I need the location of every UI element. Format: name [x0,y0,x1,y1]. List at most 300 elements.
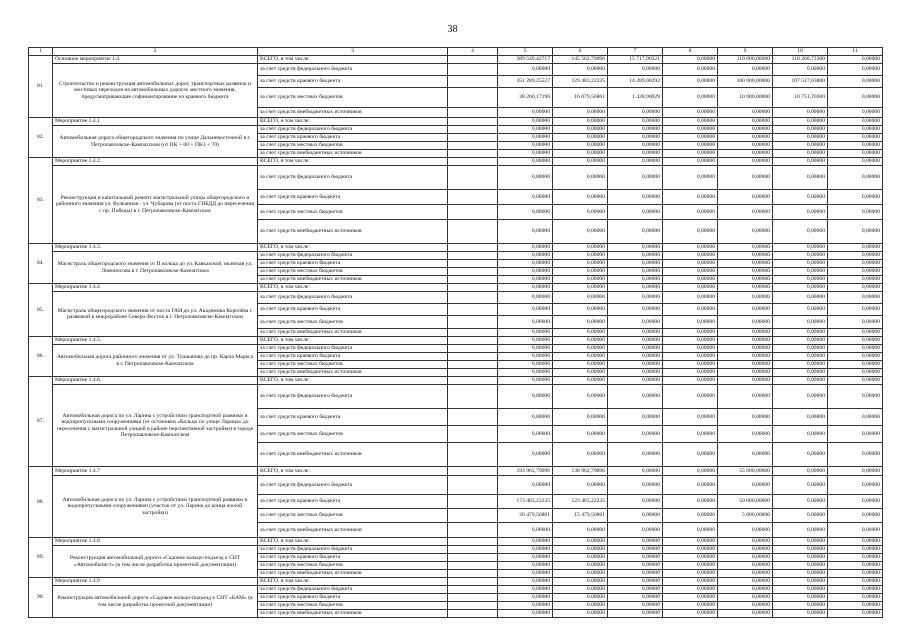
amount-cell: 0,00000 [773,361,828,369]
amount-cell: 0,00000 [663,158,718,166]
event-title: Мероприятие 1.4.9 [53,578,258,586]
amount-cell: 0,00000 [663,523,718,538]
column-number: 2 [53,48,258,56]
amount-cell: 0,00000 [773,268,828,276]
funding-source: за счет средств федерального бюджета [258,345,448,353]
row-number: 81. [29,56,53,118]
amount-cell: 0,00000 [663,610,718,618]
amount-cell: 351 289,25527 [498,76,553,88]
amount-cell: 0,00000 [553,284,608,292]
amount-cell: 0,00000 [718,353,773,361]
amount-cell: 0,00000 [553,562,608,570]
amount-cell: 0,00000 [828,244,883,252]
empty-cell [448,260,498,268]
amount-cell: 0,00000 [773,586,828,594]
amount-cell: 0,00000 [828,304,883,316]
amount-cell: 0,00000 [608,108,663,118]
amount-cell: 123 483,22235 [553,495,608,509]
amount-cell: 0,00000 [663,426,718,443]
amount-cell: 0,00000 [828,252,883,260]
amount-cell: 0,00000 [773,345,828,353]
funding-source-row [29,126,883,134]
amount-cell: 0,00000 [828,284,883,292]
amount-cell: 0,00000 [498,150,553,158]
amount-cell: 0,00000 [828,108,883,118]
funding-source: за счет средств краевого бюджета [258,190,448,205]
amount-cell: 0,00000 [773,260,828,268]
amount-cell: 0,00000 [828,118,883,126]
amount-cell: 0,00000 [718,284,773,292]
empty-cell [448,345,498,353]
amount-cell: 0,00000 [553,602,608,610]
row-number: 87. [29,377,53,467]
amount-cell: 138 962,79096 [553,467,608,476]
amount-cell: 0,00000 [773,523,828,538]
block-total-row [29,578,883,586]
amount-cell: 0,00000 [663,385,718,409]
empty-cell [448,276,498,284]
empty-cell [448,166,498,190]
event-title: Мероприятие 1.4.6. [53,377,258,385]
amount-cell: 0,00000 [828,538,883,546]
amount-cell: 0,00000 [828,361,883,369]
amount-cell: 0,00000 [498,292,553,304]
amount-cell: 0,00000 [773,594,828,602]
amount-cell: 0,00000 [553,190,608,205]
empty-cell [448,353,498,361]
funding-source: ВСЕГО, в том числе: [258,284,448,292]
funding-source: за счет средств внебюджетных источников [258,570,448,578]
amount-cell: 0,00000 [663,88,718,108]
amount-cell: 0,00000 [828,64,883,76]
amount-cell: 0,00000 [498,546,553,554]
amount-cell: 0,00000 [663,304,718,316]
amount-cell: 0,00000 [608,304,663,316]
amount-cell: 0,00000 [498,284,553,292]
amount-cell: 0,00000 [718,190,773,205]
amount-cell: 0,00000 [498,134,553,142]
amount-cell: 0,00000 [718,220,773,244]
amount-cell: 0,00000 [828,166,883,190]
empty-cell [448,284,498,292]
amount-cell: 0,00000 [663,205,718,220]
amount-cell: 0,00000 [553,546,608,554]
funding-source: за счет средств местных бюджетов [258,426,448,443]
funding-source-row [29,64,883,76]
amount-cell: 0,00000 [608,134,663,142]
amount-cell: 0,00000 [718,205,773,220]
funding-source: за счет средств местных бюджетов [258,361,448,369]
amount-cell: 0,00000 [663,538,718,546]
amount-cell: 0,00000 [498,476,553,495]
amount-cell: 0,00000 [553,134,608,142]
amount-cell: 0,00000 [498,578,553,586]
amount-cell: 0,00000 [663,495,718,509]
amount-cell: 0,00000 [498,190,553,205]
amount-cell: 0,00000 [608,329,663,337]
funding-source: за счет средств краевого бюджета [258,409,448,426]
funding-source: ВСЕГО, в том числе: [258,377,448,385]
funding-source: за счет средств краевого бюджета [258,134,448,142]
amount-cell: 0,00000 [608,205,663,220]
amount-cell: 0,00000 [718,594,773,602]
amount-cell: 0,00000 [718,64,773,76]
event-description: Реконструкция автомобильной дороги «Садовое кольцо-подъезд к СНТ «БАМ» (в том числе разработка проектной документации) [53,586,258,618]
amount-cell: 129 483,22235 [553,76,608,88]
column-number: 7 [608,48,663,56]
empty-cell [448,126,498,134]
amount-cell: 0,00000 [553,268,608,276]
amount-cell: 0,00000 [828,369,883,377]
amount-cell: 0,00000 [553,578,608,586]
amount-cell: 0,00000 [718,476,773,495]
funding-source: за счет средств федерального бюджета [258,166,448,190]
amount-cell: 0,00000 [718,538,773,546]
amount-cell: 0,00000 [663,377,718,385]
amount-cell: 0,00000 [608,166,663,190]
amount-cell: 0,00000 [773,304,828,316]
amount-cell: 0,00000 [828,467,883,476]
amount-cell: 0,00000 [663,260,718,268]
empty-cell [448,361,498,369]
empty-cell [448,602,498,610]
amount-cell: 10 000,00000 [718,88,773,108]
amount-cell: 0,00000 [608,443,663,467]
amount-cell: 0,00000 [553,523,608,538]
amount-cell: 0,00000 [498,244,553,252]
funding-source: ВСЕГО, в том числе: [258,244,448,252]
amount-cell: 0,00000 [773,150,828,158]
amount-cell: 0,00000 [553,337,608,345]
amount-cell: 0,00000 [553,369,608,377]
amount-cell: 0,00000 [498,268,553,276]
amount-cell: 0,00000 [553,361,608,369]
amount-cell: 0,00000 [828,205,883,220]
column-number: 10 [773,48,828,56]
amount-cell: 0,00000 [608,610,663,618]
funding-source-row [29,546,883,554]
event-description: Автомобильная дорога по ул. Ларина с устройством транспортной развязки и водопропускными сооружениями (участок от ул. Ларина до конца жилой застройки) [53,476,258,538]
amount-cell: 0,00000 [718,166,773,190]
empty-cell [448,476,498,495]
amount-cell: 0,00000 [663,134,718,142]
amount-cell: 0,00000 [663,443,718,467]
amount-cell: 0,00000 [718,337,773,345]
block-total-row [29,337,883,345]
amount-cell: 0,00000 [663,594,718,602]
amount-cell: 0,00000 [608,385,663,409]
amount-cell: 0,00000 [498,252,553,260]
event-title: Мероприятие 1.4.4 [53,284,258,292]
amount-cell: 0,00000 [718,252,773,260]
empty-cell [448,190,498,205]
empty-cell [448,56,498,64]
block-total-row [29,284,883,292]
amount-cell: 0,00000 [828,353,883,361]
funding-source: ВСЕГО, в том числе: [258,158,448,166]
amount-cell: 0,00000 [663,316,718,329]
amount-cell: 0,00000 [553,538,608,546]
funding-source: за счет средств внебюджетных источников [258,610,448,618]
amount-cell: 0,00000 [498,353,553,361]
empty-cell [448,304,498,316]
amount-cell: 0,00000 [718,523,773,538]
amount-cell: 0,00000 [718,426,773,443]
amount-cell: 0,00000 [718,345,773,353]
amount-cell: 0,00000 [498,594,553,602]
amount-cell: 0,00000 [773,353,828,361]
amount-cell: 0,00000 [608,602,663,610]
empty-cell [448,268,498,276]
amount-cell: 0,00000 [718,329,773,337]
amount-cell: 0,00000 [608,361,663,369]
amount-cell: 0,00000 [663,345,718,353]
event-description: Реконструкция и капитальный ремонт магистральной улицы общегородского и районного значения ул. Вулканная - ул. Чубарова (от поста ГИБДД до пересечения с пр. Победы) в г. Петропавловске-Камчатском [53,166,258,244]
amount-cell: 0,00000 [663,284,718,292]
amount-cell: 55 000,00000 [718,467,773,476]
amount-cell: 0,00000 [608,562,663,570]
amount-cell: 0,00000 [828,329,883,337]
amount-cell: 0,00000 [608,554,663,562]
amount-cell: 0,00000 [608,252,663,260]
funding-source: за счет средств внебюджетных источников [258,369,448,377]
amount-cell: 0,00000 [608,546,663,554]
funding-source: за счет средств краевого бюджета [258,76,448,88]
amount-cell: 0,00000 [718,292,773,304]
amount-cell: 0,00000 [718,562,773,570]
funding-source: за счет средств федерального бюджета [258,252,448,260]
funding-source: за счет средств местных бюджетов [258,562,448,570]
empty-cell [448,562,498,570]
funding-source: за счет средств местных бюджетов [258,88,448,108]
amount-cell: 0,00000 [608,467,663,476]
row-number: 84. [29,244,53,284]
amount-cell: 0,00000 [553,244,608,252]
amount-cell: 0,00000 [718,260,773,268]
amount-cell: 0,00000 [718,361,773,369]
amount-cell: 0,00000 [718,108,773,118]
block-total-row [29,56,883,64]
amount-cell: 0,00000 [498,570,553,578]
amount-cell: 0,00000 [553,304,608,316]
amount-cell: 0,00000 [608,284,663,292]
amount-cell: 0,00000 [663,409,718,426]
empty-cell [448,369,498,377]
event-description: Строительство и реконструкция автомобильных дорог, транспортных развязок и мостовых переходов на автомобильных дорогах местного значения, предусматривающие софинансирование из краевого бюджета [53,64,258,118]
amount-cell: 0,00000 [663,467,718,476]
amount-cell: 0,00000 [608,260,663,268]
amount-cell: 0,00000 [828,546,883,554]
amount-cell: 38 260,17190 [498,88,553,108]
amount-cell: 0,00000 [498,554,553,562]
amount-cell: 0,00000 [608,316,663,329]
row-number: 86. [29,337,53,377]
amount-cell: 0,00000 [498,108,553,118]
empty-cell [448,88,498,108]
amount-cell: 0,00000 [553,594,608,602]
amount-cell: 0,00000 [498,118,553,126]
column-number: 6 [553,48,608,56]
amount-cell: 0,00000 [663,361,718,369]
amount-cell: 0,00000 [828,385,883,409]
amount-cell: 0,00000 [498,562,553,570]
funding-source: за счет средств федерального бюджета [258,586,448,594]
amount-cell: 0,00000 [498,369,553,377]
amount-cell: 0,00000 [828,426,883,443]
amount-cell: 0,00000 [718,158,773,166]
funding-source: ВСЕГО, в том числе: [258,56,448,64]
amount-cell: 0,00000 [828,610,883,618]
amount-cell: 0,00000 [828,345,883,353]
amount-cell: 0,00000 [608,268,663,276]
amount-cell: 0,00000 [498,220,553,244]
amount-cell: 0,00000 [663,64,718,76]
row-number: 82. [29,118,53,158]
amount-cell: 0,00000 [773,126,828,134]
funding-source: за счет средств краевого бюджета [258,594,448,602]
amount-cell: 0,00000 [663,220,718,244]
funding-source-row [29,345,883,353]
block-total-row [29,467,883,476]
amount-cell: 0,00000 [498,329,553,337]
amount-cell: 0,00000 [608,345,663,353]
amount-cell: 145 562,79096 [553,56,608,64]
amount-cell: 0,00000 [498,64,553,76]
amount-cell: 0,00000 [718,268,773,276]
row-number: 89. [29,538,53,578]
empty-cell [448,443,498,467]
amount-cell: 0,00000 [498,260,553,268]
empty-cell [448,337,498,345]
amount-cell: 0,00000 [773,166,828,190]
amount-cell: 0,00000 [773,205,828,220]
funding-source: за счет средств внебюджетных источников [258,108,448,118]
amount-cell: 0,00000 [553,166,608,190]
amount-cell: 0,00000 [828,409,883,426]
amount-cell: 0,00000 [828,594,883,602]
amount-cell: 0,00000 [828,586,883,594]
amount-cell: 0,00000 [773,546,828,554]
amount-cell: 0,00000 [498,304,553,316]
amount-cell: 0,00000 [828,276,883,284]
amount-cell: 0,00000 [608,523,663,538]
amount-cell: 0,00000 [828,260,883,268]
empty-cell [448,570,498,578]
amount-cell: 0,00000 [828,316,883,329]
event-title: Мероприятие 1.4.3. [53,244,258,252]
amount-cell: 0,00000 [663,166,718,190]
amount-cell: 0,00000 [553,610,608,618]
amount-cell: 5 000,00000 [718,509,773,523]
amount-cell: 20 479,56861 [498,509,553,523]
amount-cell: 0,00000 [608,377,663,385]
amount-cell: 0,00000 [498,586,553,594]
funding-source: ВСЕГО, в том числе: [258,467,448,476]
block-total-row [29,118,883,126]
amount-cell: 0,00000 [498,602,553,610]
amount-cell: 0,00000 [608,276,663,284]
funding-source: за счет средств внебюджетных источников [258,276,448,284]
amount-cell: 10 751,70300 [773,88,828,108]
amount-cell: 0,00000 [553,205,608,220]
amount-cell: 14 289,00292 [608,76,663,88]
amount-cell: 0,00000 [663,276,718,284]
amount-cell: 15 479,56861 [553,509,608,523]
amount-cell: 0,00000 [663,337,718,345]
column-number: 11 [828,48,883,56]
amount-cell: 0,00000 [663,546,718,554]
funding-source: за счет средств местных бюджетов [258,316,448,329]
amount-cell: 0,00000 [663,292,718,304]
amount-cell: 0,00000 [498,426,553,443]
amount-cell: 0,00000 [663,244,718,252]
block-total-row [29,538,883,546]
amount-cell: 0,00000 [553,220,608,244]
amount-cell: 0,00000 [498,205,553,220]
amount-cell: 0,00000 [773,134,828,142]
empty-cell [448,244,498,252]
amount-cell: 0,00000 [663,268,718,276]
empty-cell [448,586,498,594]
amount-cell: 0,00000 [498,385,553,409]
amount-cell: 0,00000 [498,538,553,546]
amount-cell: 0,00000 [773,409,828,426]
amount-cell: 0,00000 [828,56,883,64]
empty-cell [448,538,498,546]
empty-cell [448,205,498,220]
amount-cell: 0,00000 [498,523,553,538]
amount-cell: 0,00000 [773,562,828,570]
amount-cell: 0,00000 [828,142,883,150]
amount-cell: 0,00000 [718,316,773,329]
amount-cell: 0,00000 [718,554,773,562]
amount-cell: 0,00000 [663,586,718,594]
amount-cell: 0,00000 [828,476,883,495]
amount-cell: 0,00000 [718,578,773,586]
amount-cell: 0,00000 [828,134,883,142]
amount-cell: 0,00000 [553,252,608,260]
amount-cell: 0,00000 [498,610,553,618]
amount-cell: 0,00000 [663,578,718,586]
amount-cell: 0,00000 [608,353,663,361]
funding-source: за счет средств федерального бюджета [258,476,448,495]
amount-cell: 0,00000 [553,142,608,150]
empty-cell [448,316,498,329]
amount-cell: 0,00000 [718,134,773,142]
amount-cell: 0,00000 [608,426,663,443]
funding-source: за счет средств местных бюджетов [258,142,448,150]
amount-cell: 0,00000 [608,586,663,594]
row-number: 88. [29,467,53,538]
funding-source-row [29,166,883,190]
funding-source: за счет средств федерального бюджета [258,64,448,76]
amount-cell: 0,00000 [828,158,883,166]
amount-cell: 0,00000 [828,377,883,385]
funding-source: за счет средств краевого бюджета [258,304,448,316]
funding-source: за счет средств краевого бюджета [258,554,448,562]
amount-cell: 0,00000 [553,276,608,284]
amount-cell: 0,00000 [553,329,608,337]
amount-cell: 0,00000 [773,252,828,260]
empty-cell [448,509,498,523]
column-number: 1 [29,48,53,56]
amount-cell: 0,00000 [828,443,883,467]
empty-cell [448,610,498,618]
funding-source-row [29,385,883,409]
event-description: Магистраль общегородского значения от поста ГАИ до ул. Академика Королёва с развязкой в микрорайоне Северо-Восток в г. Петропавловске-Камчатском [53,292,258,337]
empty-cell [448,495,498,509]
amount-cell: 0,00000 [608,538,663,546]
